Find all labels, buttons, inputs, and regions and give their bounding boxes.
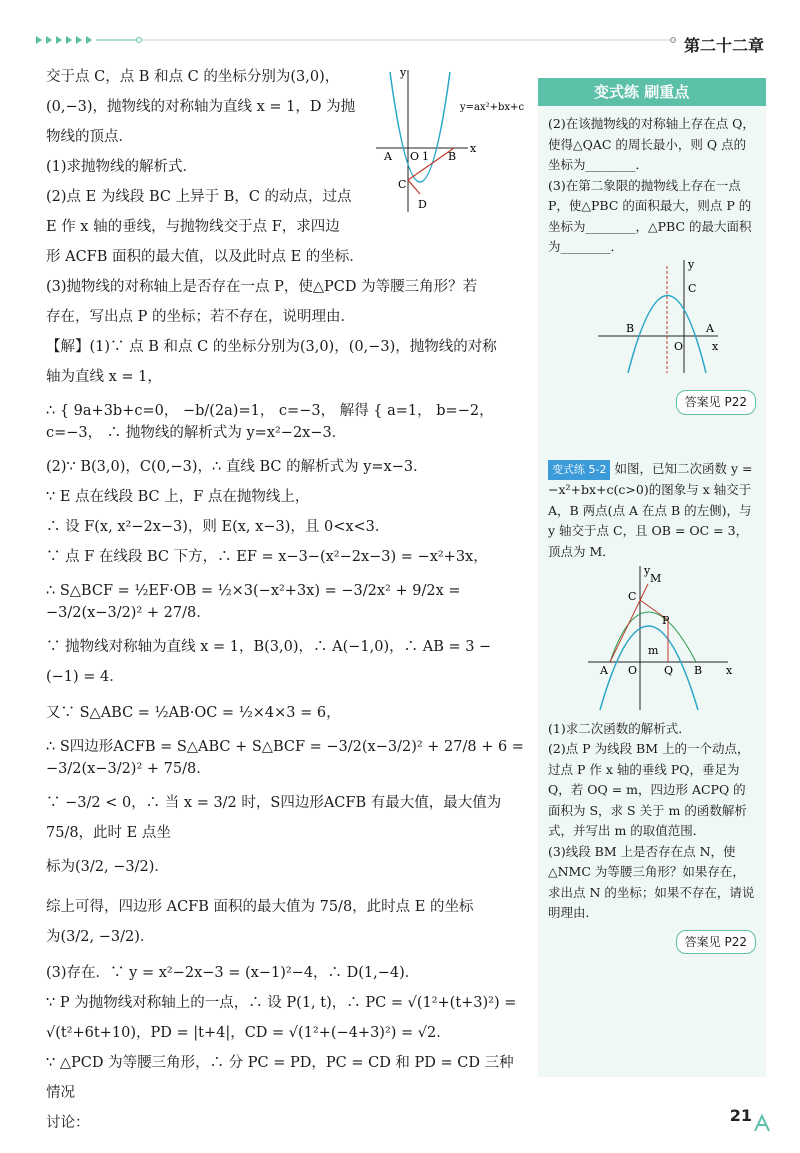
label-p: P [662,614,670,627]
question-5-2-2: (2)点 P 为线段 BM 上的一个动点，过点 P 作 x 轴的垂线 PQ，垂足为 Q，若 OQ = m，四边形 ACPQ 的面积为 S，求 S 关于 m 的函数解析式，并写出 m 的取值范围． [548,741,750,838]
text-line: (1)求抛物线的解析式． [46,159,198,175]
text-line: (0,−3)，抛物线的对称轴为直线 x = 1，D 为抛 [46,99,356,115]
page-decoration-icon [752,1113,772,1133]
question-5-2-1: (1)求二次函数的解析式． [548,720,691,736]
text-line: (2)点 E 为线段 BC 上异于 B，C 的动点，过点 [46,189,352,205]
parabola-curve [390,72,450,182]
text-line: ∵ 点 F 在线段 BC 下方，∴ EF = x−3−(x²−2x−3) = −x²+3x， [46,549,488,565]
text-line: √(t²+6t+10)，PD = |t+4|，CD = √(1²+(−4+3)²) = √2． [46,1025,451,1041]
parabola-figure-2 [548,258,756,378]
text-line: (3)抛物线的对称轴上是否存在一点 P，使△PCD 为等腰三角形？若 [46,279,478,295]
label-d: D [418,198,427,211]
text-line: 物线的顶点． [46,129,133,145]
question-5-2-3: (3)线段 BM 上是否存在点 N，使△NMC 为等腰三角形？如果存在，求出点 N 的坐标；如果不存在，请说明理由． [548,843,755,920]
exercise-banner: 变式练 刷重点 [538,78,766,106]
text-line: 又∵ S△ABC = ½AB·OC = ½×4×3 = 6， [46,705,341,721]
text-line: 轴为直线 x = 1， [46,369,162,385]
label-o: O [628,664,638,677]
text-line: (3)存在．∵ y = x²−2x−3 = (x−1)²−4，∴ D(1,−4)． [46,965,420,981]
equation-label: y=ax²+bx+c [460,102,525,113]
text-line: 讨论： [46,1115,90,1131]
parabola-figure-3 [548,562,756,712]
label-x: x [470,142,477,155]
question-2: (2)在该抛物线的对称轴上存在点 Q，使得△QAC 的周长最小，则 Q 点的坐标为________． [548,116,755,172]
text-line: 为(3/2, −3/2)． [46,929,155,945]
label-x: x [712,339,719,353]
label-b: B [626,321,635,335]
page-number: 21 [729,1106,752,1125]
text-line: 形 ACFB 面积的最大值，以及此时点 E 的坐标． [46,249,364,265]
label-m-small: m [648,644,659,657]
parabola-curve [600,626,698,710]
text-line: 标为(3/2, −3/2)． [46,859,169,875]
text-line: ∴ { 9a+3b+c=0， −b/(2a)=1， c=−3， 解得 { a=1， b=−2， c=−3， ∴ 抛物线的解析式为 y=x²−2x−3． [46,403,494,441]
label-y: y [688,257,695,271]
parabola-figure-1 [368,62,528,232]
label-b: B [448,150,457,163]
text-line: ∵ P 为抛物线对称轴上的一点，∴ 设 P(1, t)，∴ PC = √(1²+(t+3)²) = [46,995,517,1011]
label-b: B [694,664,703,677]
label-a: A [600,664,608,677]
answer-reference: 答案见 P22 [676,930,756,955]
text-line: (−1) = 4． [46,669,124,685]
label-c: C [688,281,697,295]
text-line: ∴ S△BCF = ½EF·OB = ½×3(−x²+3x) = −3/2x² + 9/2x = −3/2(x−3/2)² + 27/8． [46,583,461,621]
question-5-2-intro: 如图，已知二次函数 y = −x²+bx+c(c>0)的图象与 x 轴交于 A，B 两点(点 A 在点 B 的左侧)，与 y 轴交于点 C，且 OB = OC = 3，顶点为 M． [548,460,753,559]
label-x: x [726,664,733,677]
answer-reference: 答案见 P22 [676,390,756,415]
label-o: O [674,339,684,353]
text-line: ∴ 设 F(x, x²−2x−3)，则 E(x, x−3)，且 0<x<3． [46,519,390,535]
label-y: y [400,66,407,79]
exercise-tag: 变式练 5-2 [548,460,610,481]
label-a: A [384,150,392,163]
text-line: (2)∵ B(3,0)，C(0,−3)，∴ 直线 BC 的解析式为 y=x−3． [46,459,428,475]
text-line: 存在，写出点 P 的坐标；若不存在，说明理由． [46,309,355,325]
text-line: ∵ −3/2 < 0，∴ 当 x = 3/2 时，S四边形ACFB 有最大值，最大值为 75/8，此时 E 点坐 [46,795,502,841]
text-line: 交于点 C，点 B 和点 C 的坐标分别为(3,0)， [46,69,340,85]
text-line: ∴ S四边形ACFB = S△ABC + S△BCF = −3/2(x−3/2)² + 27/8 + 6 = −3/2(x−3/2)² + 75/8． [46,739,524,777]
label-one: 1 [422,150,429,163]
exercise-panel [538,78,766,1077]
label-c: C [628,590,637,603]
text-line: E 作 x 轴的垂线，与抛物线交于点 F，求四边 [46,219,340,235]
label-c: C [398,178,407,191]
label-o: O [410,150,420,163]
label-y: y [644,564,651,577]
label-m: M [650,572,662,585]
chapter-title: 第二十二章 [683,36,764,55]
label-a: A [706,321,714,335]
text-line: ∵ E 点在线段 BC 上，F 点在抛物线上， [46,489,310,505]
question-3: (3)在第二象限的抛物线上存在一点 P，使△PBC 的面积最大，则点 P 的坐标为________，△PBC 的最大面积为________． [548,177,752,254]
header-decoration [36,32,676,48]
label-q: Q [664,664,674,677]
text-line: 综上可得，四边形 ACFB 面积的最大值为 75/8，此时点 E 的坐标 [46,899,474,915]
text-line: ∵ △PCD 为等腰三角形，∴ 分 PC = PD，PC = CD 和 PD = CD 三种情况 [46,1055,514,1101]
text-line: ∵ 抛物线对称轴为直线 x = 1，B(3,0)，∴ A(−1,0)，∴ AB = 3 − [46,639,492,655]
text-line: 【解】(1)∵ 点 B 和点 C 的坐标分别为(3,0)，(0,−3)，抛物线的对称 [46,339,497,355]
